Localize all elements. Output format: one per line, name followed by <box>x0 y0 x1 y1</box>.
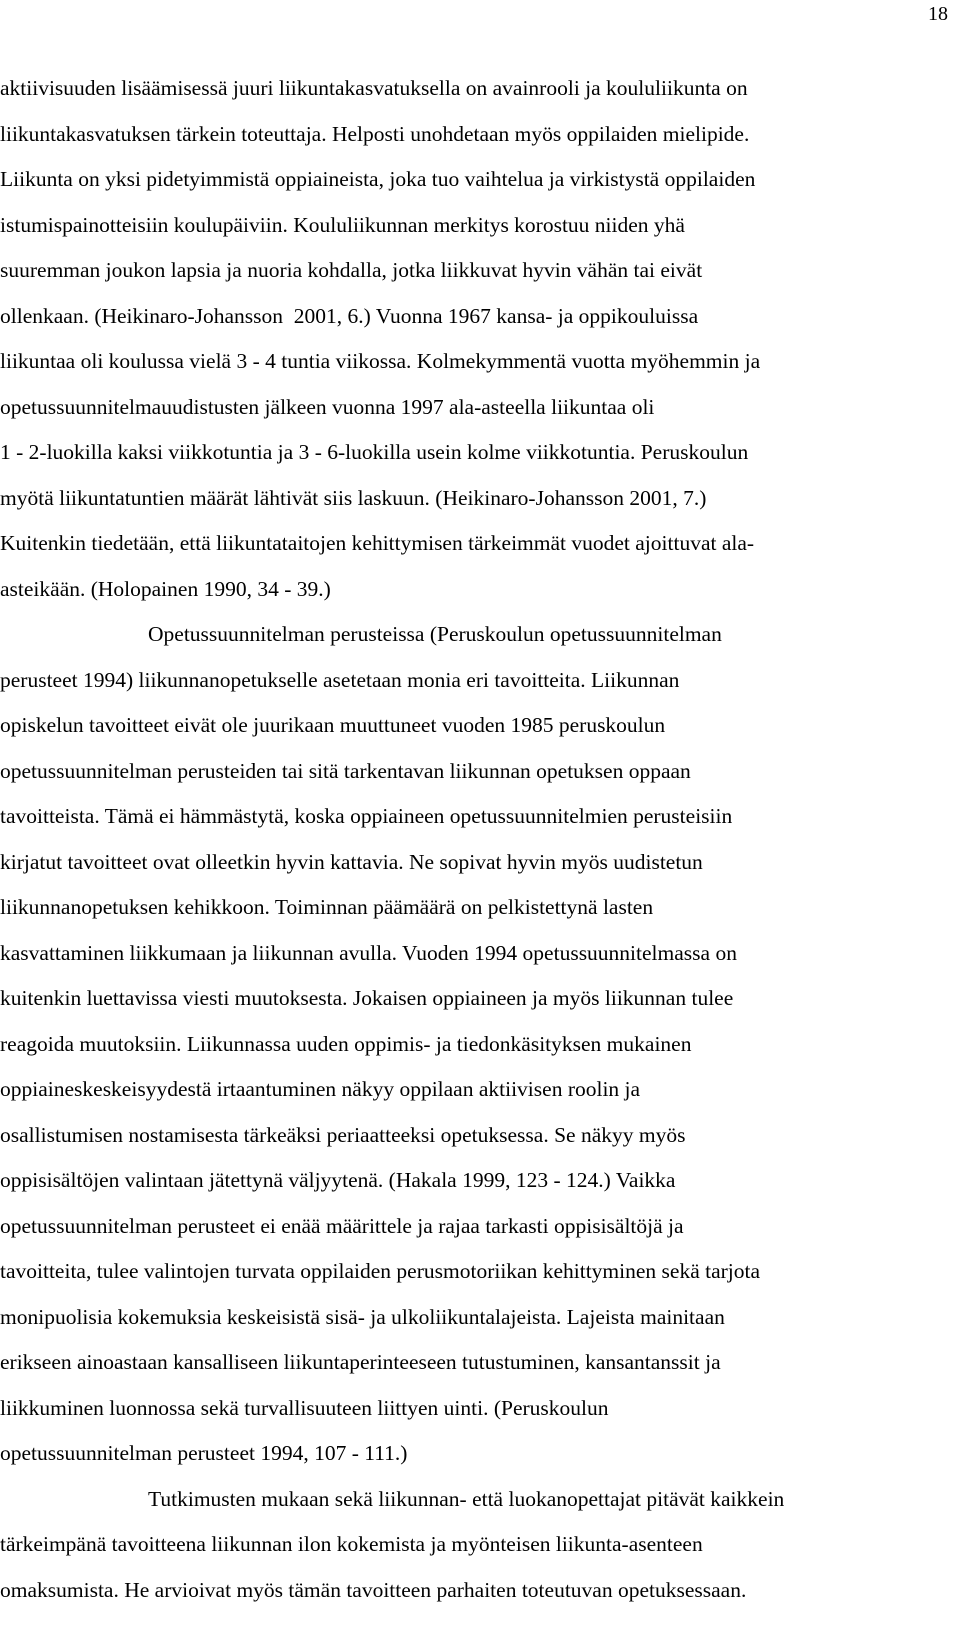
text-line: perusteet 1994) liikunnanopetukselle asetetaan monia eri tavoitteita. Liikunnan <box>0 667 680 692</box>
text-line: aktiivisuuden lisäämisessä juuri liikuntakasvatuksella on avainrooli ja koululiikunta on <box>0 76 748 100</box>
text-line: liikuntaa oli koulussa vielä 3 - 4 tuntia viikossa. Kolmekymmentä vuotta myöhemmin ja <box>0 349 761 373</box>
text-line: kuitenkin luettavissa viesti muutoksesta. Jokaisen oppiaineen ja myös liikunnan tulee <box>0 986 734 1010</box>
text-line: tavoitteista. Tämä ei hämmästytä, koska oppiaineen opetussuunnitelmien perusteisiin <box>0 804 733 828</box>
text-line: liikuntakasvatuksen tärkein toteuttaja. Helposti unohdetaan myös oppilaiden mielipide. <box>0 121 750 146</box>
text-line: oppiaineskeskeisyydestä irtaantuminen näkyy oppilaan aktiivisen roolin ja <box>0 1077 641 1101</box>
text-line: 1 - 2-luokilla kaksi viikkotuntia ja 3 - 6-luokilla usein kolme viikkotuntia. Peruskoulun <box>0 440 749 464</box>
text-line: kasvattaminen liikkumaan ja liikunnan avulla. Vuoden 1994 opetussuunnitelmassa on <box>0 940 737 965</box>
text-line: opetussuunnitelman perusteet 1994, 107 - 111.) <box>0 1441 408 1465</box>
text-line: oppisisältöjen valintaan jätettynä väljyytenä. (Hakala 1999, 123 - 124.) Vaikka <box>0 1168 676 1192</box>
text-line: Liikunta on yksi pidetyimmistä oppiaineista, joka tuo vaihtelua ja virkistystä oppilaiden <box>0 167 756 191</box>
text-line: osallistumisen nostamisesta tärkeäksi periaatteeksi opetuksessa. Se näkyy myös <box>0 1122 686 1147</box>
text-line: monipuolisia kokemuksia keskeisistä sisä- ja ulkoliikuntalajeista. Lajeista mainitaan <box>0 1304 725 1329</box>
text-line: opetussuunnitelman perusteiden tai sitä tarkentavan liikunnan opetuksen oppaan <box>0 758 691 783</box>
paragraph-start-line: Opetussuunnitelman perusteissa (Peruskoulun opetussuunnitelman <box>148 622 722 646</box>
text-line: liikkuminen luonnossa sekä turvallisuuteen liittyen uinti. (Peruskoulun <box>0 1395 609 1420</box>
text-line: istumispainotteisiin koulupäiviin. Koululiikunnan merkitys korostuu niiden yhä <box>0 212 685 237</box>
text-line: suuremman joukon lapsia ja nuoria kohdalla, jotka liikkuvat hyvin vähän tai eivät <box>0 258 703 282</box>
page-number: 18 <box>928 3 948 25</box>
paragraph-start-line: Tutkimusten mukaan sekä liikunnan- että luokanopettajat pitävät kaikkein <box>148 1486 785 1511</box>
text-line: asteikään. (Holopainen 1990, 34 - 39.) <box>0 576 331 601</box>
text-line: tavoitteita, tulee valintojen turvata oppilaiden perusmotoriikan kehittyminen sekä tarjota <box>0 1259 761 1283</box>
text-line: Kuitenkin tiedetään, että liikuntataitojen kehittymisen tärkeimmät vuodet ajoittuvat ala- <box>0 531 755 555</box>
text-line: opetussuunnitelmauudistusten jälkeen vuonna 1997 ala-asteella liikuntaa oli <box>0 394 655 419</box>
text-line: reagoida muutoksiin. Liikunnassa uuden oppimis- ja tiedonkäsityksen mukainen <box>0 1031 692 1056</box>
text-line: opetussuunnitelman perusteet ei enää määrittele ja rajaa tarkasti oppisisältöjä ja <box>0 1213 684 1238</box>
text-line: opiskelun tavoitteet eivät ole juurikaan muuttuneet vuoden 1985 peruskoulun <box>0 713 666 737</box>
text-line: tärkeimpänä tavoitteena liikunnan ilon kokemista ja myönteisen liikunta-asenteen <box>0 1532 703 1556</box>
text-line: erikseen ainoastaan kansalliseen liikuntaperinteeseen tutustuminen, kansantanssit ja <box>0 1350 721 1374</box>
document-body <box>0 66 960 1613</box>
text-line: kirjatut tavoitteet ovat olleetkin hyvin kattavia. Ne sopivat hyvin myös uudistetun <box>0 849 703 874</box>
text-line: myötä liikuntatuntien määrät lähtivät siis laskuun. (Heikinaro-Johansson 2001, 7.) <box>0 485 707 510</box>
text-line: omaksumista. He arvioivat myös tämän tavoitteen parhaiten toteutuvan opetuksessaan. <box>0 1577 747 1602</box>
text-line: ollenkaan. (Heikinaro-Johansson 2001, 6.) Vuonna 1967 kansa- ja oppikouluissa <box>0 303 699 328</box>
text-line: liikunnanopetuksen kehikkoon. Toiminnan päämäärä on pelkistettynä lasten <box>0 895 654 919</box>
